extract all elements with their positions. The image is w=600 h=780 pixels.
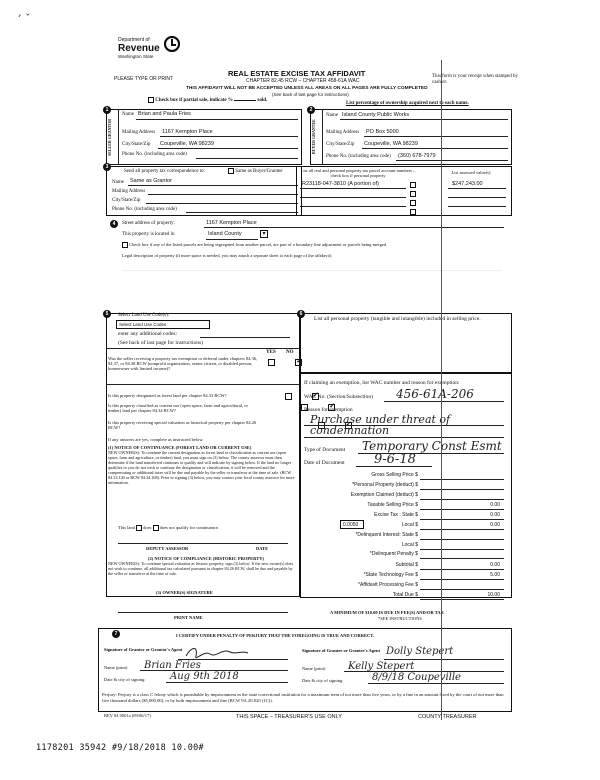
deputy-date: DATE xyxy=(256,546,269,551)
section-4-marker: 4 xyxy=(110,220,118,228)
yes-header: YES xyxy=(266,350,276,355)
notice1-body: NEW OWNER(S): To continue the current designation as forest land or classification as current use (open space, farm and agriculture, or timber) land, you must sign on (3) below. The county assessor must then determine if the land transferred continues to qualify and will indicate by signing below. If the land no longer qualifies or you do not wish to continue the designation or classification, it will be removed and the compensating or additional taxes will be due and payable by the seller or transferor at the time of sale. (RCW 84.33.140 or RCW 84.34.108). Prior to signing (3) below, you may contact your local county assessor for more information. xyxy=(108,450,295,485)
correspondence-phone-label: Phone No. (including area code) xyxy=(112,207,177,212)
if-yes-note: If any answers are yes, complete as instructed below. xyxy=(108,437,204,442)
dor-logo xyxy=(118,38,188,59)
parcels-header: List all real and personal property tax parcel account numbers – check box if personal property xyxy=(300,168,416,179)
partial-sale-label: Check box if partial sale, indicate % xyxy=(155,98,233,104)
tech-fee-value[interactable]: 5.00 xyxy=(490,572,500,578)
notice1-title: (1) NOTICE OF CONTINUANCE (FOREST LAND OR CURRENT USE) xyxy=(108,445,252,450)
taxable-value[interactable]: 0.00 xyxy=(490,502,500,508)
seller-mailing-label: Mailing Address xyxy=(122,130,156,135)
gross-label: Gross Selling Price $ xyxy=(371,472,418,478)
partial-sale xyxy=(148,97,267,104)
seller-label: SELLER GRANTOR xyxy=(107,118,112,156)
taxable-label: Taxable Selling Price $ xyxy=(367,502,418,508)
street-label: Street address of property: xyxy=(122,221,175,226)
grantee-name[interactable]: Kelly Stepert xyxy=(348,661,415,672)
interest-local-label: Local $ xyxy=(401,542,418,548)
forest-yes-checkbox[interactable] xyxy=(285,393,292,400)
buyer-mailing[interactable]: PO Box 5000 xyxy=(366,129,399,135)
grantor-name-label: Name (print) xyxy=(104,665,128,670)
grantee-sig-label: Signature of Grantee or Grantee's Agent xyxy=(302,648,380,653)
wac-number[interactable]: 456-61A-206 xyxy=(396,387,474,401)
see-back-note: (See back of last page for instructions) xyxy=(272,92,349,97)
buyer-phone-label: Phone No. (including area code) xyxy=(326,154,391,159)
does-not-checkbox[interactable] xyxy=(153,525,159,531)
buyer-name-label: Name xyxy=(326,113,338,118)
wac-label: WAC No. (Section/Subsection) xyxy=(304,394,373,400)
grantor-date[interactable]: Aug 9th 2018 xyxy=(170,671,239,682)
land-use-label: Select Land Use Code(s): xyxy=(118,313,170,318)
reason-line-1[interactable]: Purchase under threat of xyxy=(310,413,451,426)
total-value[interactable]: 10.00 xyxy=(487,592,500,598)
ownership-note: List percentage of ownership acquired next to each name. xyxy=(346,101,469,106)
affidavit-fee-label: *Affidavit Processing Fee $ xyxy=(358,582,418,588)
perjury-note: Perjury: Perjury is a class C felony which is punishable by imprisonment in the state correctional institution for a maximum term of not more than five years, or by a fine in an amount fixed by the court of not more than five thousand dollars ($5,000.00), or by both imprisonment and fine (RCW 9A.20.020 (1C)). xyxy=(102,692,504,703)
land-qualify: This land does does not qualify for continuance. xyxy=(118,525,219,531)
same-as-buyer: Same as Buyer/Grantee xyxy=(228,168,282,175)
form-warning: THIS AFFIDAVIT WILL NOT BE ACCEPTED UNLESS ALL AREAS ON ALL PAGES ARE FULLY COMPLETED xyxy=(186,86,428,91)
section-8-marker: 7 xyxy=(112,630,120,638)
section-1-marker: 1 xyxy=(103,106,111,114)
partial-sale-checkbox[interactable] xyxy=(148,97,154,103)
same-as-buyer-checkbox[interactable] xyxy=(228,168,234,174)
form-chapter: CHAPTER 82.45 RCW – CHAPTER 458-61A WAC xyxy=(246,78,360,84)
exemption-claim-label: If claiming an exemption, list WAC number and reason for exemption: xyxy=(304,380,460,386)
does-checkbox[interactable] xyxy=(136,525,142,531)
doc-date-label: Date of Document xyxy=(304,460,345,466)
buyer-name[interactable]: Island County Public Works xyxy=(342,112,410,118)
historic-question: Is this property receiving special valuation as historical property per chapter 84.26 RCW? xyxy=(108,420,257,431)
current-use-question: Is this property classified as current use (open space, farm and agricultural, or timber) land per chapter 84.34 RCW? xyxy=(108,403,248,414)
parcel-1[interactable]: R23118-047-3810 (A portion of) xyxy=(302,181,379,187)
notice2-title: (2) NOTICE OF COMPLIANCE (HISTORIC PROPERTY) xyxy=(148,556,264,561)
dept-name: Revenue xyxy=(118,42,160,54)
deputy-assessor: DEPUTY ASSESSOR xyxy=(146,546,189,551)
doc-date[interactable]: 9-6-18 xyxy=(374,452,416,467)
total-label: Total Due $ xyxy=(392,592,418,598)
interest-state-label: *Delinquent Interest: State $ xyxy=(355,532,418,538)
segregated-note: Check box if any of the listed parcels are being segregated from another parcel, are part of a boundary line adjustment or parcels being merged. xyxy=(122,242,387,248)
seller-phone-label: Phone No. (including area code) xyxy=(122,152,187,157)
correspondence-mailing-label: Mailing Address xyxy=(112,189,146,194)
print-name: PRINT NAME xyxy=(174,615,203,620)
penalty-label: *Delinquent Penalty $ xyxy=(369,551,418,557)
dept-top: Department of xyxy=(118,37,150,43)
parcel-1-personal-checkbox[interactable] xyxy=(410,182,416,188)
buyer-mailing-label: Mailing Address xyxy=(326,130,360,135)
county-treasurer: COUNTY TREASURER xyxy=(418,714,477,720)
grantee-name-label: Name (print) xyxy=(302,666,326,671)
excise-state-value[interactable]: 0.00 xyxy=(490,512,500,518)
correspondence-city-label: City/State/Zip xyxy=(112,198,141,203)
seller-name-label: Name xyxy=(122,112,134,117)
grantor-sig-label: Signature of Grantor or Grantor's Agent xyxy=(104,647,183,652)
form-title: REAL ESTATE EXCISE TAX AFFIDAVIT xyxy=(228,69,366,78)
correspondence-name[interactable]: Same as Grantor xyxy=(130,178,172,184)
minimum-note: A MINIMUM OF $10.00 IS DUE IN FEE(S) AND/OR TAX xyxy=(330,610,444,615)
see-instructions: *SEE INSTRUCTIONS xyxy=(378,616,422,621)
print-note: PLEASE TYPE OR PRINT xyxy=(114,76,174,82)
buyer-label: BUYER GRANTEE xyxy=(311,119,316,155)
local-value[interactable]: 0.00 xyxy=(490,522,500,528)
seller-mailing[interactable]: 1167 Kempton Place xyxy=(162,129,213,135)
local-label: Local $ xyxy=(401,522,418,528)
street-address[interactable]: 1167 Kempton Place xyxy=(206,220,257,226)
receipt-note: This form is your receipt when stamped by cashier. xyxy=(432,74,518,85)
grantor-name[interactable]: Brian Fries xyxy=(144,660,201,671)
exemption-question: Was the seller receiving a property tax exemption or deferral under chapters 84.36, 84.37, or 84.38 RCW (nonprofit organization, senior citizen, or disabled person, homeowner with limited income)? xyxy=(108,356,258,372)
buyer-city-label: City/State/Zip xyxy=(326,142,355,147)
seller-city[interactable]: Coupeville, WA 98239 xyxy=(160,141,214,147)
dept-state: Washington State xyxy=(118,53,154,59)
reason-label: Reason for exemption xyxy=(304,407,353,413)
personal-property-label: List all personal property (tangible and intangible) included in selling price. xyxy=(314,316,481,322)
sold-label: sold. xyxy=(257,98,268,104)
correspondence-name-label: Name xyxy=(112,180,124,185)
certify-statement: I CERTIFY UNDER PENALTY OF PERJURY THAT THE FOREGOING IS TRUE AND CORRECT. xyxy=(176,633,375,638)
local-rate[interactable]: 0.0050 xyxy=(340,520,364,529)
county-dropdown-icon[interactable]: ▾ xyxy=(260,230,268,238)
correspondence-label: Send all property tax correspondence to: xyxy=(124,169,205,174)
corner-mark: ’ ˇ xyxy=(18,14,30,25)
notice2-body: NEW OWNER(S): To continue special valuation as historic property, sign (3) below. If the new owner(s) does not wish to continue, all additional tax calculated pursuant to chapter 84.26 RCW, shall be due and payable by the seller or transferor at the time of sale. xyxy=(108,561,294,576)
grantor-date-label: Date & city of signing: xyxy=(104,677,146,682)
subtotal-label: Subtotal $ xyxy=(395,562,418,568)
recording-stamp: 1178201 35942 #9/18/2018 10.00# xyxy=(36,743,204,753)
land-use-select[interactable]: Select Land Use Codes xyxy=(116,320,210,329)
located-label: This property is located in xyxy=(122,232,175,237)
exemption-yes-checkbox[interactable] xyxy=(268,359,275,366)
seller-name[interactable]: Brian and Paula Fries xyxy=(138,111,191,117)
section-2-marker: 2 xyxy=(307,106,315,114)
land-use-see-back: (See back of last page for instructions) xyxy=(118,340,203,346)
rev-number: REV 84 0001a (09/06/17) xyxy=(104,713,151,718)
buyer-city[interactable]: Coupeville, WA 98239 xyxy=(364,141,418,147)
parcel-4-personal-checkbox[interactable] xyxy=(410,209,416,215)
owner-signature: (3) OWNER(S) SIGNATURE xyxy=(156,590,213,595)
excise-state-label: Excise Tax : State $ xyxy=(374,512,418,518)
forest-question: Is this property designated as forest land per chapter 84.33 RCW? xyxy=(108,393,227,398)
doc-type[interactable]: Temporary Const Esmt xyxy=(362,439,502,453)
parcel-1-value[interactable]: $247,243.00 xyxy=(452,181,483,187)
seller-city-label: City/State/Zip xyxy=(122,142,151,147)
legal-note: Legal description of property (if more space is needed, you may attach a separate sheet to each page of the affidavit) xyxy=(122,253,332,258)
section-5-marker: 5 xyxy=(103,310,111,318)
section-3-marker: 3 xyxy=(103,163,111,171)
buyer-phone[interactable]: (360) 678-7979 xyxy=(398,153,436,159)
parcels-value-header: List assessed value(s) xyxy=(451,170,491,175)
reason-line-2[interactable]: condemnation xyxy=(310,424,390,437)
grantee-date[interactable]: 8/9/18 Coupeville xyxy=(372,672,461,683)
parcel-2-personal-checkbox[interactable] xyxy=(410,191,416,197)
section-6-marker: 6 xyxy=(297,310,305,318)
no-header: NO xyxy=(286,350,294,355)
doc-type-label: Type of Document xyxy=(304,447,346,453)
county-select[interactable]: Island County xyxy=(208,231,242,237)
exemption-deduct-label: Exemption Claimed (deduct) $ xyxy=(350,492,418,498)
grantee-date-label: Date & city of signing: xyxy=(302,678,344,683)
grantee-signature[interactable]: Dolly Stepert xyxy=(386,646,454,657)
tech-fee-label: *State Technology Fee $ xyxy=(363,572,418,578)
segregated-checkbox[interactable] xyxy=(122,242,128,248)
parcel-3-personal-checkbox[interactable] xyxy=(410,200,416,206)
enter-additional-codes: enter any additional codes: xyxy=(118,331,178,337)
dor-emblem-icon xyxy=(164,36,180,52)
treasurer-only: THIS SPACE – TREASURER'S USE ONLY xyxy=(236,714,342,720)
subtotal-value[interactable]: 0.00 xyxy=(490,562,500,568)
personal-deduct-label: *Personal Property (deduct) $ xyxy=(352,482,418,488)
